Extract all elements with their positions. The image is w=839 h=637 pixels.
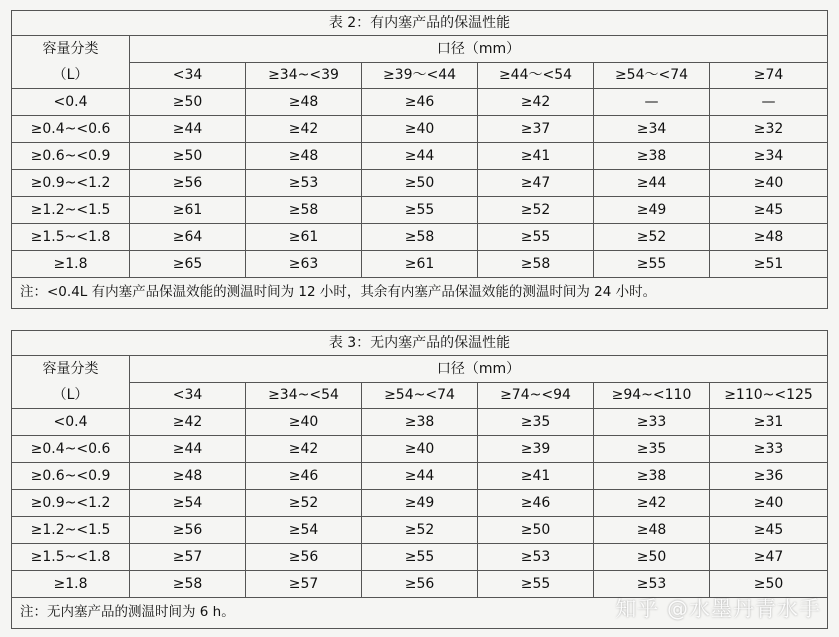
table-row	[12, 544, 828, 571]
insulation-value: ≥58	[478, 251, 594, 278]
insulation-value: ≥53	[594, 571, 710, 598]
diameter-range: ≥110~<125	[710, 382, 828, 409]
insulation-value: ≥44	[362, 463, 478, 490]
insulation-value: ≥52	[478, 197, 594, 224]
capacity-header	[12, 36, 130, 89]
insulation-value: ≥34	[594, 116, 710, 143]
diameter-range: ≥34~<54	[246, 382, 362, 409]
insulation-value: ≥44	[362, 143, 478, 170]
capacity-range: <0.4	[12, 89, 130, 116]
capacity-range: ≥0.9~<1.2	[12, 170, 130, 197]
insulation-value: ≥46	[246, 463, 362, 490]
insulation-value: ≥36	[710, 463, 828, 490]
insulation-value: ≥35	[478, 409, 594, 436]
capacity-header-label: 容量分类	[42, 361, 99, 377]
insulation-table-with-plug	[11, 10, 828, 309]
table-row	[12, 170, 828, 197]
insulation-value: ≥32	[710, 116, 828, 143]
insulation-value: ≥57	[130, 544, 246, 571]
insulation-value: ≥38	[362, 409, 478, 436]
diameter-range: ≥74	[710, 62, 828, 89]
insulation-value: ≥48	[710, 224, 828, 251]
watermark: 知乎 @水墨丹青水手	[615, 597, 821, 621]
insulation-value: ≥49	[362, 490, 478, 517]
diameter-range: ≥54~<74	[362, 382, 478, 409]
insulation-value: —	[710, 89, 828, 116]
table-row	[12, 409, 828, 436]
insulation-value: ≥55	[478, 571, 594, 598]
capacity-header-unit: （L）	[52, 67, 89, 83]
insulation-value: ≥46	[362, 89, 478, 116]
insulation-value: ≥40	[710, 170, 828, 197]
insulation-value: ≥40	[362, 436, 478, 463]
insulation-value: ≥31	[710, 409, 828, 436]
insulation-value: ≥49	[594, 197, 710, 224]
insulation-value: ≥56	[246, 544, 362, 571]
diameter-range: <34	[130, 62, 246, 89]
table-row	[12, 89, 828, 116]
diameter-subheader-row	[12, 62, 828, 89]
insulation-value: ≥44	[594, 170, 710, 197]
insulation-value: ≥61	[130, 197, 246, 224]
note-row	[12, 278, 828, 309]
diameter-header: 口径（mm）	[130, 356, 828, 383]
insulation-value: ≥58	[130, 571, 246, 598]
insulation-value: ≥52	[594, 224, 710, 251]
insulation-value: ≥48	[246, 89, 362, 116]
insulation-value: ≥61	[246, 224, 362, 251]
insulation-value: ≥55	[478, 224, 594, 251]
capacity-range: ≥1.2~<1.5	[12, 517, 130, 544]
insulation-value: ≥47	[710, 544, 828, 571]
insulation-value: ≥50	[130, 143, 246, 170]
capacity-range: ≥1.8	[12, 251, 130, 278]
title-row	[12, 331, 828, 356]
insulation-value: ≥44	[130, 436, 246, 463]
insulation-value: ≥41	[478, 463, 594, 490]
insulation-value: ≥41	[478, 143, 594, 170]
insulation-value: ≥61	[362, 251, 478, 278]
table-title: 表 3：无内塞产品的保温性能	[12, 331, 828, 356]
insulation-value: ≥53	[478, 544, 594, 571]
capacity-range: ≥0.6~<0.9	[12, 463, 130, 490]
insulation-value: ≥40	[362, 116, 478, 143]
insulation-value: ≥54	[246, 517, 362, 544]
diameter-header: 口径（mm）	[130, 36, 828, 63]
insulation-value: ≥37	[478, 116, 594, 143]
table-note: 注：<0.4L 有内塞产品保温效能的测温时间为 12 小时，其余有内塞产品保温效能的测温时间为 24 小时。	[12, 278, 828, 309]
table-row	[12, 116, 828, 143]
insulation-value: ≥50	[130, 89, 246, 116]
insulation-value: ≥50	[594, 544, 710, 571]
insulation-value: ≥56	[130, 170, 246, 197]
insulation-value: ≥42	[246, 436, 362, 463]
insulation-value: ≥34	[710, 143, 828, 170]
capacity-range: ≥0.6~<0.9	[12, 143, 130, 170]
table-row	[12, 251, 828, 278]
diameter-range: ≥39～<44	[362, 62, 478, 89]
insulation-value: ≥52	[362, 517, 478, 544]
table-row	[12, 490, 828, 517]
insulation-table-without-plug	[11, 330, 828, 629]
table-row	[12, 517, 828, 544]
capacity-range: ≥1.5~<1.8	[12, 224, 130, 251]
capacity-range: ≥1.8	[12, 571, 130, 598]
diameter-range: ≥44～<54	[478, 62, 594, 89]
capacity-range: ≥1.2~<1.5	[12, 197, 130, 224]
insulation-value: ≥48	[594, 517, 710, 544]
table-row	[12, 463, 828, 490]
table-note: 注：无内塞产品的测温时间为 6 h。	[12, 598, 828, 629]
capacity-range: ≥0.4~<0.6	[12, 436, 130, 463]
insulation-value: —	[594, 89, 710, 116]
insulation-value: ≥39	[478, 436, 594, 463]
insulation-value: ≥65	[130, 251, 246, 278]
insulation-value: ≥50	[362, 170, 478, 197]
table-row	[12, 436, 828, 463]
insulation-value: ≥58	[362, 224, 478, 251]
insulation-value: ≥63	[246, 251, 362, 278]
insulation-value: ≥42	[478, 89, 594, 116]
diameter-range: ≥54～<74	[594, 62, 710, 89]
insulation-value: ≥42	[594, 490, 710, 517]
diameter-range: ≥94~<110	[594, 382, 710, 409]
insulation-value: ≥40	[710, 490, 828, 517]
capacity-range: <0.4	[12, 409, 130, 436]
insulation-value: ≥44	[130, 116, 246, 143]
diameter-range: ≥74~<94	[478, 382, 594, 409]
insulation-value: ≥46	[478, 490, 594, 517]
insulation-value: ≥45	[710, 517, 828, 544]
insulation-value: ≥55	[362, 197, 478, 224]
insulation-value: ≥38	[594, 463, 710, 490]
insulation-value: ≥38	[594, 143, 710, 170]
insulation-value: ≥58	[246, 197, 362, 224]
diameter-range: ≥34~<39	[246, 62, 362, 89]
capacity-range: ≥1.5~<1.8	[12, 544, 130, 571]
insulation-value: ≥50	[478, 517, 594, 544]
insulation-value: ≥48	[246, 143, 362, 170]
insulation-value: ≥33	[710, 436, 828, 463]
insulation-value: ≥56	[130, 517, 246, 544]
header-row	[12, 36, 828, 63]
insulation-value: ≥35	[594, 436, 710, 463]
insulation-value: ≥48	[130, 463, 246, 490]
insulation-value: ≥53	[246, 170, 362, 197]
capacity-header	[12, 356, 130, 409]
insulation-value: ≥56	[362, 571, 478, 598]
insulation-value: ≥64	[130, 224, 246, 251]
table-row	[12, 224, 828, 251]
header-row	[12, 356, 828, 383]
diameter-range: <34	[130, 382, 246, 409]
table-row	[12, 143, 828, 170]
insulation-value: ≥55	[594, 251, 710, 278]
insulation-value: ≥54	[130, 490, 246, 517]
insulation-value: ≥52	[246, 490, 362, 517]
title-row	[12, 11, 828, 36]
insulation-value: ≥40	[246, 409, 362, 436]
insulation-value: ≥57	[246, 571, 362, 598]
capacity-header-unit: （L）	[52, 387, 89, 403]
insulation-value: ≥50	[710, 571, 828, 598]
insulation-value: ≥33	[594, 409, 710, 436]
insulation-value: ≥42	[246, 116, 362, 143]
capacity-range: ≥0.9~<1.2	[12, 490, 130, 517]
table-row	[12, 197, 828, 224]
insulation-value: ≥45	[710, 197, 828, 224]
capacity-header-label: 容量分类	[42, 41, 99, 57]
insulation-value: ≥51	[710, 251, 828, 278]
capacity-range: ≥0.4~<0.6	[12, 116, 130, 143]
insulation-value: ≥55	[362, 544, 478, 571]
insulation-value: ≥42	[130, 409, 246, 436]
diameter-subheader-row	[12, 382, 828, 409]
table-title: 表 2：有内塞产品的保温性能	[12, 11, 828, 36]
insulation-value: ≥47	[478, 170, 594, 197]
